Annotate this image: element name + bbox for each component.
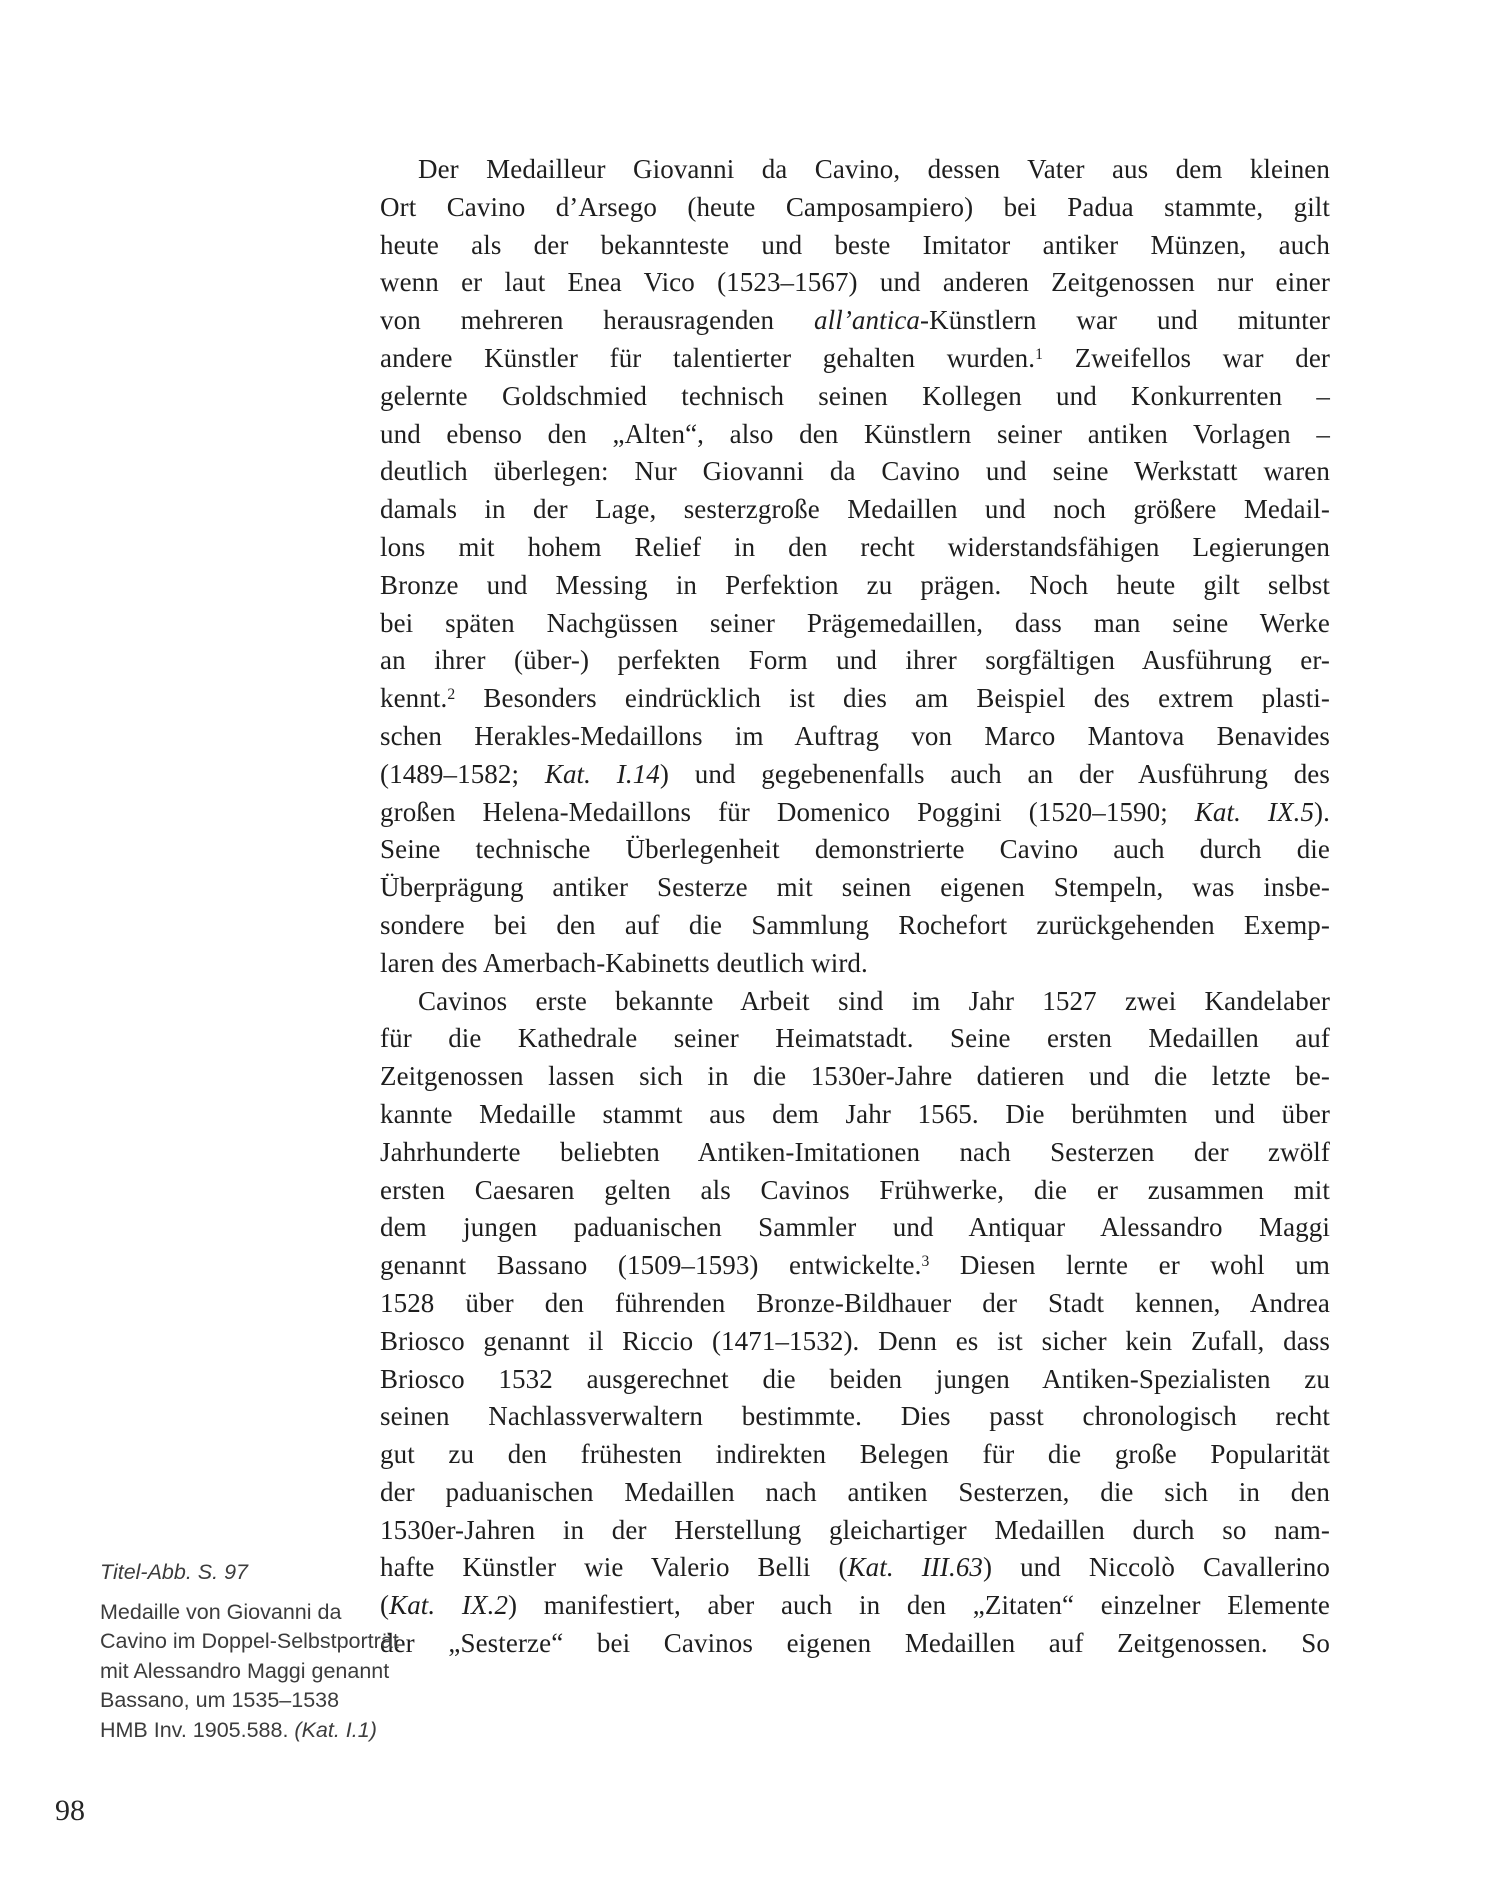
text-run: großen Helena-Medaillons für Domenico Poggini (1520–1590; (380, 796, 1195, 827)
text-line (380, 945, 1330, 983)
caption-line (100, 1598, 430, 1628)
text-line (380, 1096, 1330, 1134)
text-run: mit Alessandro Maggi genannt (100, 1658, 390, 1683)
text-run: Briosco genannt il Riccio (1471–1532). Denn es ist sicher kein Zufall, dass (380, 1325, 1330, 1356)
text-run: Überprägung antiker Sesterze mit seinen eigenen Stempeln, was insbe- (380, 872, 1330, 903)
text-line (380, 605, 1330, 643)
text-run: lons mit hohem Relief in den recht widerstandsfähigen Legierungen (380, 531, 1330, 562)
text-line (380, 1323, 1330, 1361)
text-run: damals in der Lage, sesterzgroße Medaillen und noch größere Medail- (380, 494, 1330, 525)
text-run: kennt. (380, 683, 448, 714)
text-line (380, 1398, 1330, 1436)
italic-text: Titel-Abb. S. 97 (100, 1560, 248, 1584)
text-run: Bassano, um 1535–1538 (100, 1688, 340, 1712)
text-line (380, 1436, 1330, 1474)
text-line (380, 1134, 1330, 1172)
text-run: laren des Amerbach-Kabinetts deutlich wird. (380, 947, 868, 978)
text-line (380, 416, 1330, 454)
text-run: deutlich überlegen: Nur Giovanni da Cavino und seine Werkstatt waren (380, 456, 1330, 487)
text-line (380, 567, 1330, 605)
text-line (380, 756, 1330, 794)
text-line (380, 302, 1330, 340)
text-run: ) manifestiert, aber auch in den „Zitaten“ einzelner Elemente (508, 1590, 1330, 1621)
text-line (380, 907, 1330, 945)
text-run: bei späten Nachgüssen seiner Prägemedaillen, dass man seine Werke (380, 607, 1330, 638)
text-line (380, 340, 1330, 378)
text-run: gelernte Goldschmied technisch seinen Kollegen und Konkurrenten – (380, 380, 1330, 411)
figure-caption (100, 1558, 430, 1745)
text-line (380, 1058, 1330, 1096)
caption-line (100, 1627, 430, 1657)
text-run: von mehreren herausragenden (380, 305, 815, 336)
text-line (380, 529, 1330, 567)
text-run: Besonders eindrücklich ist dies am Beispiel des extrem plasti- (455, 683, 1330, 714)
text-line (380, 227, 1330, 265)
text-line (380, 1625, 1330, 1663)
text-line (380, 378, 1330, 416)
text-run: Cavino im Doppel-Selbstporträt (100, 1629, 399, 1653)
caption-line (100, 1657, 430, 1687)
text-run: gut zu den frühesten indirekten Belegen für die große Popularität (380, 1439, 1330, 1470)
text-line (380, 831, 1330, 869)
text-run: -Künstlern war und mitunter (920, 305, 1330, 336)
text-line (380, 680, 1330, 718)
text-line (380, 1549, 1330, 1587)
text-run: wenn er laut Enea Vico (1523–1567) und anderen Zeitgenossen nur einer (380, 267, 1330, 298)
italic-text: (Kat. I.1) (294, 1717, 377, 1742)
text-line (380, 1020, 1330, 1058)
footnote-marker: 1 (1035, 346, 1044, 364)
text-line (380, 718, 1330, 756)
caption-line (100, 1716, 430, 1746)
italic-text: all’antica (814, 305, 920, 336)
text-run: an ihrer (über-) perfekten Form und ihrer sorgfältigen Ausführung er- (380, 645, 1330, 676)
text-line (380, 1209, 1330, 1247)
italic-text: Kat. IX.5 (1194, 796, 1315, 827)
text-run: ). (1314, 796, 1330, 827)
text-run: Seine technische Überlegenheit demonstrierte Cavino auch durch die (380, 834, 1330, 865)
text-run: 1530er-Jahren in der Herstellung gleichartiger Medaillen durch so nam- (380, 1514, 1330, 1545)
caption-line (100, 1686, 430, 1716)
text-run: Medaille von Giovanni da (100, 1599, 342, 1624)
text-line (380, 264, 1330, 302)
text-line (380, 1247, 1330, 1285)
text-line (380, 189, 1330, 227)
text-run: schen Herakles-Medaillons im Auftrag von Marco Mantova Benavides (380, 720, 1330, 751)
italic-text: Kat. I.14 (544, 758, 660, 789)
italic-text: Kat. IX.2 (389, 1590, 509, 1621)
text-run: Cavinos erste bekannte Arbeit sind im Jahr 1527 zwei Kandelaber (418, 985, 1330, 1016)
text-run: Jahrhunderte beliebten Antiken-Imitationen nach Sesterzen der zwölf (380, 1136, 1330, 1167)
text-run: Diesen lernte er wohl um (929, 1250, 1330, 1281)
text-run: und ebenso den „Alten“, also den Künstlern seiner antiken Vorlagen – (380, 418, 1330, 449)
text-run: ) und gegebenenfalls auch an der Ausführung des (659, 758, 1330, 789)
text-run: Zeitgenossen lassen sich in die 1530er-Jahre datieren und die letzte be- (380, 1061, 1330, 1092)
caption-lines (100, 1598, 430, 1746)
text-line (380, 983, 1330, 1021)
text-run: ersten Caesaren gelten als Cavinos Frühwerke, die er zusammen mit (380, 1174, 1330, 1205)
text-run: dem jungen paduanischen Sammler und Antiquar Alessandro Maggi (380, 1212, 1330, 1243)
text-line (380, 1361, 1330, 1399)
text-run: Der Medailleur Giovanni da Cavino, dessen Vater aus dem kleinen (418, 154, 1330, 184)
text-line (380, 1512, 1330, 1550)
caption-title (100, 1558, 430, 1588)
footnote-marker: 2 (447, 686, 456, 704)
text-run: ( (380, 1590, 390, 1621)
text-line (380, 453, 1330, 491)
body-text (380, 151, 1330, 1663)
text-line (380, 1587, 1330, 1625)
text-run: der „Sesterze“ bei Cavinos eigenen Medaillen auf Zeitgenossen. So (380, 1628, 1330, 1659)
text-run: ) und Niccolò Cavallerino (983, 1552, 1331, 1583)
footnote-marker: 3 (921, 1253, 930, 1271)
text-run: 1528 über den führenden Bronze-Bildhauer der Stadt kennen, Andrea (380, 1287, 1330, 1318)
text-line (380, 794, 1330, 832)
text-run: Zweifellos war der (1043, 342, 1330, 373)
text-run: kannte Medaille stammt aus dem Jahr 1565. Die berühmten und über (380, 1098, 1330, 1129)
text-run: Briosco 1532 ausgerechnet die beiden jungen Antiken-Spezialisten zu (380, 1363, 1330, 1394)
text-line (380, 642, 1330, 680)
text-run: seinen Nachlassverwaltern bestimmte. Dies passt chronologisch recht (380, 1401, 1330, 1432)
text-line (380, 491, 1330, 529)
text-run: Ort Cavino d’Arsego (heute Camposampiero) bei Padua stammte, gilt (380, 191, 1330, 222)
text-run: genannt Bassano (1509–1593) entwickelte. (380, 1250, 922, 1281)
italic-text: Kat. III.63 (847, 1552, 984, 1583)
text-run: Bronze und Messing in Perfektion zu prägen. Noch heute gilt selbst (380, 569, 1330, 600)
text-run: hafte Künstler wie Valerio Belli ( (380, 1552, 848, 1583)
text-run: heute als der bekannteste und beste Imitator antiker Münzen, auch (380, 229, 1330, 260)
text-run: sondere bei den auf die Sammlung Rochefort zurückgehenden Exemp- (380, 909, 1330, 940)
text-run: der paduanischen Medaillen nach antiken Sesterzen, die sich in den (380, 1476, 1330, 1507)
page-number: 98 (55, 1794, 85, 1827)
text-run: andere Künstler für talentierter gehalten wurden. (380, 342, 1036, 373)
text-line (380, 1474, 1330, 1512)
text-line (380, 1172, 1330, 1210)
text-line (380, 1285, 1330, 1323)
text-line (380, 151, 1330, 189)
text-run: für die Kathedrale seiner Heimatstadt. Seine ersten Medaillen auf (380, 1023, 1330, 1054)
text-run: (1489–1582; (380, 758, 545, 789)
text-line (380, 869, 1330, 907)
text-run: HMB Inv. 1905.588. (100, 1717, 295, 1742)
